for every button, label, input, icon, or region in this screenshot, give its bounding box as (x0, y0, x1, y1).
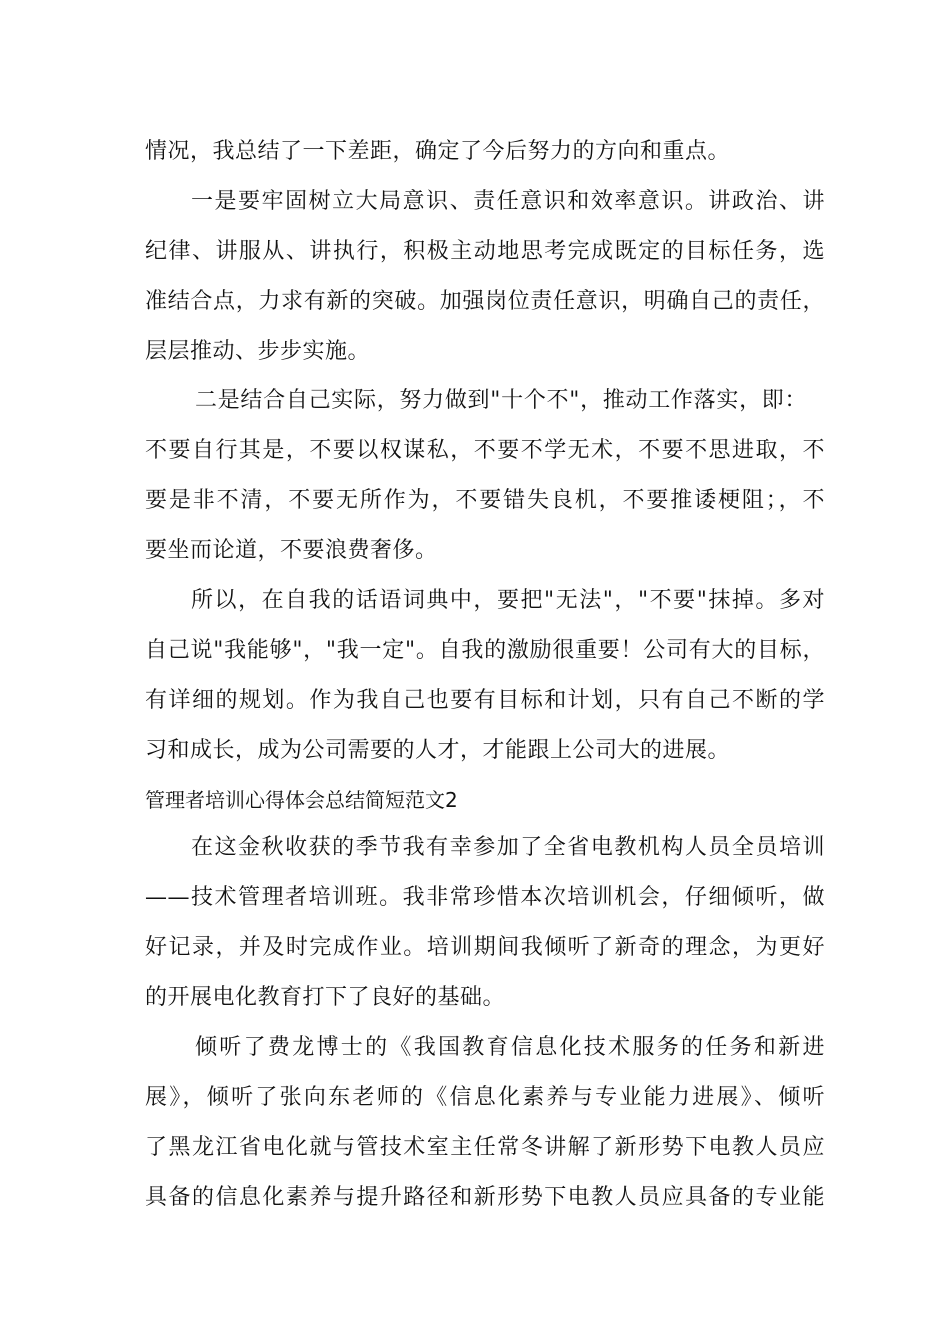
paragraph-line: 层层推动、步步实施。 (145, 339, 371, 364)
paragraph-line: 的开展电化教育打下了良好的基础。 (145, 985, 506, 1010)
paragraph-line: 了黑龙江省电化就与管技术室主任常冬讲解了新形势下电教人员应 (145, 1135, 825, 1160)
paragraph-line: 不要自行其是，不要以权谋私，不要不学无术，不要不思进取，不 (145, 438, 825, 463)
paragraph-line: 要是非不清，不要无所作为，不要错失良机，不要推诿梗阻；，不 (145, 488, 825, 513)
paragraph-line: 要坐而论道，不要浪费奢侈。 (145, 538, 438, 563)
section-heading: 管理者培训心得体会总结简短范文2 (145, 788, 458, 812)
paragraph-line: 有详细的规划。作为我自己也要有目标和计划，只有自己不断的学 (145, 688, 825, 713)
paragraph-line: 纪律、讲服从、讲执行，积极主动地思考完成既定的目标任务，选 (145, 239, 825, 264)
paragraph-line: 二是结合自己实际，努力做到"十个不"，推动工作落实，即： (195, 388, 807, 413)
paragraph-line: 准结合点，力求有新的突破。加强岗位责任意识，明确自己的责任， (145, 289, 825, 314)
paragraph-line: 好记录，并及时完成作业。培训期间我倾听了新奇的理念，为更好 (145, 935, 825, 960)
paragraph-line: 所以，在自我的话语词典中，要把"无法"，"不要"抹掉。多对 (191, 588, 825, 613)
paragraph-line: 习和成长，成为公司需要的人才，才能跟上公司大的进展。 (145, 738, 731, 763)
paragraph-line: 展》，倾听了张向东老师的《信息化素养与专业能力进展》、倾听 (145, 1085, 825, 1110)
paragraph-line: 一是要牢固树立大局意识、责任意识和效率意识。讲政治、讲 (191, 189, 825, 214)
paragraph-line: 在这金秋收获的季节我有幸参加了全省电教机构人员全员培训 (191, 835, 825, 860)
paragraph-line: 自己说"我能够"，"我一定"。自我的激励很重要！公司有大的目标， (145, 638, 825, 663)
paragraph-line: 具备的信息化素养与提升路径和新形势下电教人员应具备的专业能 (145, 1185, 825, 1210)
paragraph-line: 情况，我总结了一下差距，确定了今后努力的方向和重点。 (145, 139, 731, 164)
paragraph-line: 倾听了费龙博士的《我国教育信息化技术服务的任务和新进 (195, 1035, 825, 1060)
paragraph-line: ——技术管理者培训班。我非常珍惜本次培训机会，仔细倾听，做 (145, 885, 825, 910)
